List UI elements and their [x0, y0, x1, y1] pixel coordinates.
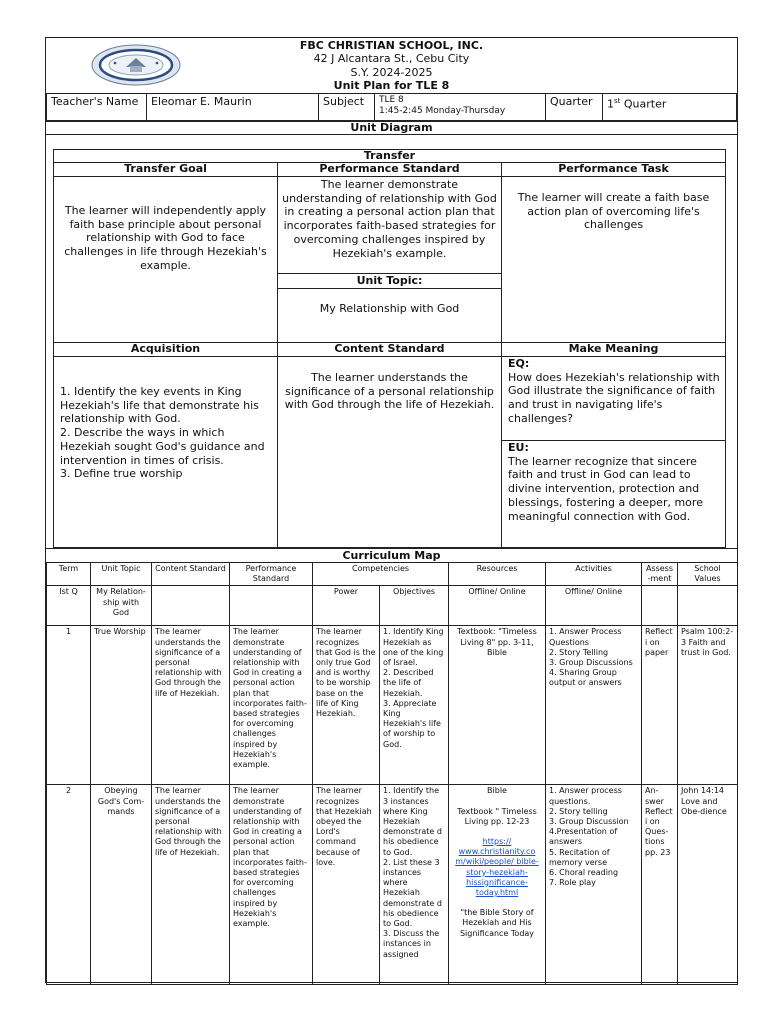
acquisition-list: [60, 385, 274, 481]
cm-resource-link[interactable]: https:// www.christianity.co m/wiki/people/ bible-story-hezekiah-hissignificance-today.html: [455, 837, 539, 898]
cm-resource-bible: Bible: [487, 786, 507, 796]
cm-resource-textbook: Textbook " Timeless Living pp. 12-23: [457, 806, 537, 826]
subject-name: TLE 8: [379, 95, 404, 105]
cm-assessment: An-swer Reflecti on Ques-tions pp. 23: [642, 785, 678, 985]
cm-assessment: Reflecti on paper: [642, 626, 678, 785]
cm-values: Psalm 100:2-3 Faith and trust in God.: [678, 626, 738, 785]
school-name: FBC CHRISTIAN SCHOOL, INC.: [299, 39, 484, 52]
cm-sub-objectives: Objectives: [380, 586, 449, 626]
cm-activities: 1. Answer process questions. 2. Story telling 3. Group Discussion 4.Presentation of answers 5. Recitation of memory verse 6. Choral reading 7. Role play: [546, 785, 642, 985]
cm-sub-term: Ist Q: [47, 586, 91, 626]
performance-task-label: Performance Task: [502, 163, 725, 177]
cm-objectives: 1. Identify the 3 instances where King Hezekiah demonstrate d his obedience to God. 2. List these 3 instances where Hezekiah demonstrate d his obedience to God. 3. Discuss the instances in assigned: [380, 785, 449, 985]
cm-term: 2: [47, 785, 91, 985]
eu-text: The learner recognize that sincere faith and trust in God can lead to divine intervention, protection and blessings, fostering a deeper, more meaningful connection with God.: [508, 454, 703, 523]
cm-sub-activities: Offline/ Online: [546, 586, 642, 626]
teacher-info-table: [46, 93, 737, 121]
teacher-label: Teacher's Name: [47, 94, 147, 121]
enduring-understanding: [508, 441, 722, 523]
cm-content-standard: The learner understands the significance of a personal relationship with God through the life of Hezekiah.: [152, 626, 230, 785]
acquisition-item: 3. Define true worship: [60, 467, 183, 481]
cm-values: John 14:14 Love and Obe-dience: [678, 785, 738, 985]
plan-title: Unit Plan for TLE 8: [333, 79, 450, 92]
acquisition-item: 1. Identify the key events in King Hezekiah's life that demonstrate his relationship with God.: [60, 385, 259, 426]
essential-question: [508, 357, 722, 426]
quarter-value: [603, 94, 737, 121]
cm-power: The learner recognizes that God is the only true God and is worthy to be worship base on the life of King Hezekiah.: [313, 626, 380, 785]
subject-schedule: 1:45-2:45 Monday-Thursday: [379, 106, 506, 116]
content-standard-text: The learner understands the significance of a personal relationship with God through the life of Hezekiah.: [284, 371, 495, 412]
cm-resources: Textbook: "Timeless Living 8" pp. 3-11, Bible: [449, 626, 546, 785]
cm-content-standard: The learner understands the significance of a personal relationship with God through the life of Hezekiah.: [152, 785, 230, 985]
cm-subheader-row: [47, 586, 738, 626]
cm-performance-standard: The learner demonstrate understanding of relationship with God in creating a personal action plan that incorporates faith-based strategies for overcoming challenges inspired by Hezekiah's example.: [230, 785, 313, 985]
cm-sub-unit-topic: My Relation-ship with God: [91, 586, 152, 626]
unit-topic-text: My Relationship with God: [319, 302, 460, 315]
quarter-number: 1: [607, 97, 614, 111]
performance-standard-text: The learner demonstrate understanding of relationship with God in creating a personal action plan that incorporates faith-based strategies for overcoming challenges inspired by Hezekiah's example.: [282, 178, 497, 260]
eq-label: EQ:: [508, 357, 530, 370]
cm-topic: True Worship: [91, 626, 152, 785]
make-meaning-label: Make Meaning: [502, 343, 725, 357]
subject-label: Subject: [319, 94, 375, 121]
performance-task-text: The learner will create a faith base action plan of overcoming life's challenges: [517, 191, 710, 232]
cm-power: The learner recognizes that Hezekiah obeyed the Lord's command because of love.: [313, 785, 380, 985]
table-row: [47, 785, 738, 985]
school-address: 42 J Alcantara St., Cebu City: [313, 52, 470, 65]
cm-sub-empty: [152, 586, 230, 626]
unit-topic-label: Unit Topic:: [278, 273, 501, 289]
cm-term: 1: [47, 626, 91, 785]
cm-performance-standard: The learner demonstrate understanding of relationship with God in creating a personal action plan that incorporates faith-based strategies for overcoming challenges inspired by Hezekiah's example.: [230, 626, 313, 785]
curriculum-map-table: [46, 562, 738, 985]
eu-label: EU:: [508, 441, 529, 454]
make-meaning-cell: [501, 342, 726, 548]
cm-header-content-standard: Content Standard: [152, 563, 230, 586]
cm-header-performance-standard: Performance Standard: [230, 563, 313, 586]
transfer-goal-text: The learner will independently apply faith base principle about personal relationship with God to face challenges in life through Hezekiah's example.: [64, 204, 267, 272]
teacher-name: Eleomar E. Maurin: [147, 94, 319, 121]
quarter-label: Quarter: [546, 94, 603, 121]
cm-sub-empty: [642, 586, 678, 626]
unit-diagram-title: Unit Diagram: [46, 121, 737, 135]
cm-resource-article: "the Bible Story of Hezekiah and His Significance Today: [459, 908, 535, 938]
cm-sub-empty: [230, 586, 313, 626]
eq-text: How does Hezekiah's relationship with God illustrate the significance of faith and trust in navigating life's challenges?: [508, 370, 720, 425]
cm-sub-empty: [678, 586, 738, 626]
content-standard-label: Content Standard: [278, 343, 501, 357]
cm-sub-power: Power: [313, 586, 380, 626]
performance-task-cell: [501, 162, 726, 343]
quarter-text: Quarter: [620, 97, 667, 111]
cm-header-activities: Activities: [546, 563, 642, 586]
cm-topic: Obeying God's Com-mands: [91, 785, 152, 985]
unit-plan-page: [45, 37, 738, 983]
curriculum-map-title: Curriculum Map: [46, 548, 737, 562]
performance-standard-label: Performance Standard: [278, 163, 501, 177]
school-header: [46, 38, 737, 93]
acquisition-item: 2. Describe the ways in which Hezekiah sought God's guidance and intervention in times of crisis.: [60, 426, 265, 467]
cm-header-assessment: Assess-ment: [642, 563, 678, 586]
cm-header-row: [47, 563, 738, 586]
subject-value: [375, 94, 546, 121]
cm-activities: 1. Answer Process Questions 2. Story Telling 3. Group Discussions 4. Sharing Group output or answers: [546, 626, 642, 785]
quarter-suffix: st: [614, 97, 621, 105]
cm-header-resources: Resources: [449, 563, 546, 586]
cm-resources: [449, 785, 546, 985]
school-year: S.Y. 2024-2025: [350, 66, 433, 79]
cm-header-term: Term: [47, 563, 91, 586]
cm-header-competencies: Competencies: [313, 563, 449, 586]
cm-objectives: 1. Identify King Hezekiah as one of the king of Israel. 2. Described the life of Hezekiah. 3. Appreciate King Hezekiah's life of worship to God.: [380, 626, 449, 785]
transfer-header: Transfer: [53, 149, 726, 163]
transfer-goal-label: Transfer Goal: [54, 163, 277, 177]
cm-header-school-values: School Values: [678, 563, 738, 586]
content-standard-cell: [277, 342, 502, 548]
acquisition-label: Acquisition: [54, 343, 277, 357]
transfer-goal-cell: [53, 162, 278, 343]
table-row: [47, 626, 738, 785]
performance-standard-cell: [277, 162, 502, 343]
acquisition-cell: [53, 342, 278, 548]
cm-header-unit-topic: Unit Topic: [91, 563, 152, 586]
cm-sub-resources: Offline/ Online: [449, 586, 546, 626]
